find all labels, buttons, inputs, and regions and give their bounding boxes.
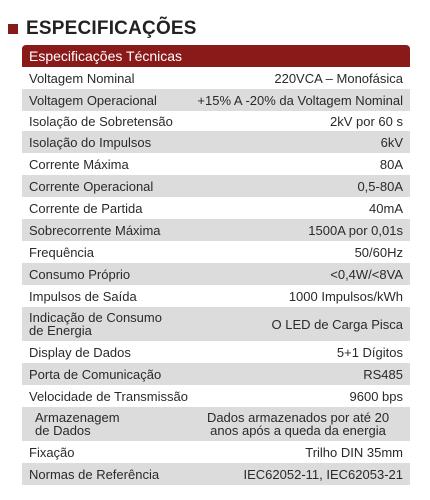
row-value: 80A [379, 156, 403, 172]
row-value: 6kV [380, 134, 403, 150]
table-row [22, 153, 410, 175]
row-value: <0,4W/<8VA [330, 266, 403, 282]
table-row [22, 219, 410, 241]
spec-table [22, 45, 410, 485]
row-label: Indicação de Consumo de Energia [29, 310, 162, 338]
row-value: 0,5-80A [357, 178, 403, 194]
table-row [22, 197, 410, 219]
table-row [22, 89, 410, 111]
row-value: 9600 bps [349, 388, 403, 404]
row-label: Corrente Máxima [29, 156, 129, 172]
row-label: Normas de Referência [29, 466, 160, 482]
row-value: 1500A por 0,01s [308, 222, 403, 238]
table-row [22, 407, 410, 441]
row-label: Porta de Comunicação [29, 366, 162, 382]
table-row [22, 131, 410, 153]
row-label: Armazenagem de Dados [35, 410, 120, 438]
row-value: RS485 [363, 366, 403, 382]
row-value: 40mA [369, 200, 403, 216]
row-value: 220VCA – Monofásica [274, 70, 403, 86]
row-label: Voltagem Nominal [29, 70, 135, 86]
row-label: Voltagem Operacional [29, 92, 157, 108]
table-row [22, 341, 410, 363]
row-label: Isolação de Sobretensão [29, 113, 173, 129]
table-row [22, 385, 410, 407]
row-value: Dados armazenados por até 20 anos após a queda da energia [206, 410, 390, 438]
bullet-square-icon [8, 24, 18, 34]
table-row [22, 463, 410, 485]
row-label: Isolação do Impulsos [29, 134, 152, 150]
row-label: Consumo Próprio [29, 266, 131, 282]
table-row [22, 175, 410, 197]
table-header: Especificações Técnicas [22, 45, 410, 67]
table-row [22, 67, 410, 89]
row-label: Corrente de Partida [29, 200, 143, 216]
page-title: ESPECIFICAÇÕES [26, 18, 197, 39]
table-row [22, 363, 410, 385]
row-value: +15% A -20% da Voltagem Nominal [197, 92, 403, 108]
row-label: Frequência [29, 244, 95, 260]
row-label: Corrente Operacional [29, 178, 154, 194]
row-value: 5+1 Dígitos [336, 344, 403, 360]
row-label: Velocidade de Transmissão [29, 388, 188, 404]
row-value: 2kV por 60 s [330, 113, 403, 129]
row-label: Impulsos de Saída [29, 288, 137, 304]
table-row [22, 111, 410, 131]
table-row [22, 263, 410, 285]
row-value: Trilho DIN 35mm [305, 444, 403, 460]
row-value: O LED de Carga Pisca [271, 316, 403, 332]
row-value: 50/60Hz [354, 244, 403, 260]
table-row [22, 307, 410, 341]
section-heading [8, 18, 197, 40]
row-value: 1000 Impulsos/kWh [288, 288, 403, 304]
row-label: Sobrecorrente Máxima [29, 222, 161, 238]
table-row [22, 241, 410, 263]
row-label: Display de Dados [29, 344, 131, 360]
table-row [22, 285, 410, 307]
table-row [22, 441, 410, 463]
row-value: IEC62052-11, IEC62053-21 [243, 466, 403, 482]
row-label: Fixação [29, 444, 75, 460]
